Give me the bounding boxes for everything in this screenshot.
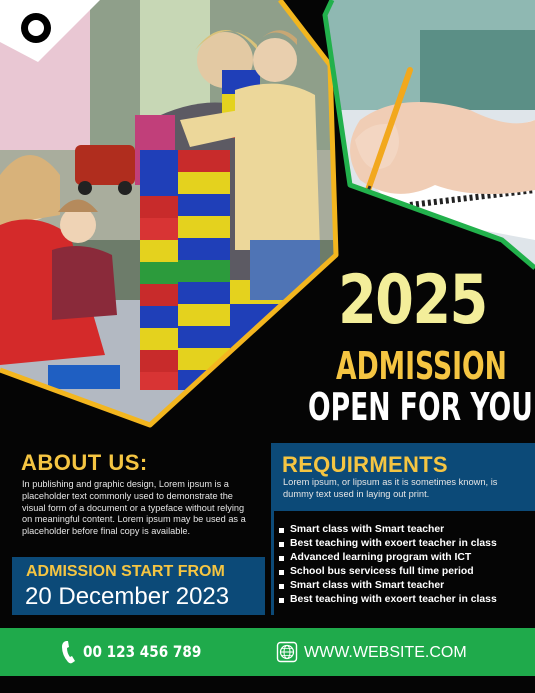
admission-start-date: 20 December 2023: [25, 583, 230, 610]
admission-start-label: ADMISSION START FROM: [26, 563, 225, 580]
phone-icon: [61, 640, 77, 664]
requirement-text: Best teaching with exoert teacher in class: [290, 538, 497, 549]
bullet-icon: [279, 542, 284, 547]
requirement-text: Smart class with Smart teacher: [290, 524, 445, 535]
footer-bottom-strip: [0, 676, 535, 693]
contact-footer: [0, 628, 535, 676]
requirement-text: Best teaching with exoert teacher in class: [290, 594, 497, 605]
logo-icon: [0, 0, 110, 80]
globe-icon: [276, 641, 298, 663]
about-title: ABOUT US:: [21, 450, 148, 475]
list-item: [279, 537, 497, 551]
requirement-text: Smart class with Smart teacher: [290, 580, 445, 591]
admission-start-box: [12, 557, 265, 615]
phone-number[interactable]: 00 123 456 789: [83, 642, 202, 661]
admission-year: 2025: [338, 261, 487, 340]
requirements-list: [279, 523, 497, 607]
open-for-you-heading: OPEN FOR YOU: [308, 385, 533, 429]
list-item: [279, 565, 497, 579]
list-item: [279, 579, 497, 593]
requirement-text: Advanced learning program with ICT: [290, 552, 472, 563]
requirements-panel: [271, 443, 535, 615]
requirement-text: School bus servicess full time period: [290, 566, 474, 577]
website-link[interactable]: WWW.WEBSITE.COM: [304, 644, 467, 661]
bullet-icon: [279, 556, 284, 561]
requirements-intro: Lorem ipsum, or lipsum as it is sometimes known, is dummy text used in laying out print.: [283, 477, 498, 499]
bullet-icon: [279, 570, 284, 575]
list-item: [279, 551, 497, 565]
about-text: In publishing and graphic design, Lorem ipsum is a placeholder text commonly used to demonstrate the visual form of a document or a typeface without relying on meaningful content. Lorem ipsum may be used as a placeholder before final copy is available.: [22, 479, 246, 537]
list-item: [279, 593, 497, 607]
requirements-title: REQUIRMENTS: [282, 452, 448, 477]
admission-heading: ADMISSION: [336, 344, 507, 388]
bullet-icon: [279, 584, 284, 589]
list-item: [279, 523, 497, 537]
bullet-icon: [279, 598, 284, 603]
bullet-icon: [279, 528, 284, 533]
